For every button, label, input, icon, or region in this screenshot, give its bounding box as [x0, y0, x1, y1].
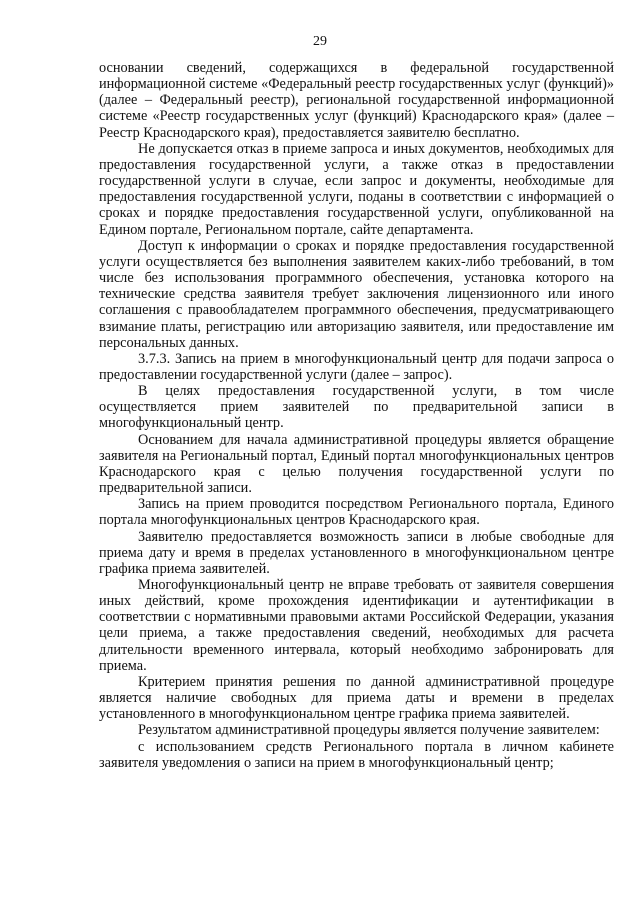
paragraph: 3.7.3. Запись на прием в многофункциональный центр для подачи запроса о предоставлении государственной услуги (далее – запрос).	[99, 350, 614, 383]
paragraph: Многофункциональный центр не вправе требовать от заявителя совершения иных действий, кроме прохождения идентификации и аутентификации в соответствии с нормативными правовыми актами Российской Федерации, указания цели приема, а также предоставления сведений, необходимых для расчета длительности временного интервала, который необходимо забронировать для приема.	[99, 577, 614, 674]
paragraph: Не допускается отказ в приеме запроса и иных документов, необходимых для предоставления государственной услуги, а также отказ в предоставлении государственной услуги в случае, если запрос и документы, необходимые для предоставления государственной услуги, поданы в соответствии с информацией о сроках и порядке предоставления государственной услуги, опубликованной на Едином портале, Региональном портале, сайте департамента.	[99, 140, 614, 238]
paragraph: Запись на прием проводится посредством Регионального портала, Единого портала многофункциональных центров Краснодарского края.	[99, 496, 614, 529]
paragraph: Результатом административной процедуры является получение заявителем:	[138, 722, 600, 739]
paragraph: В целях предоставления государственной услуги, в том числе осуществляется прием заявителей по предварительной записи в многофункциональный центр.	[99, 383, 614, 432]
paragraph: Основанием для начала административной процедуры является обращение заявителя на Региональный портал, Единый портал многофункциональных центров Краснодарского края с целью получения государственной услуги по предварительной записи.	[99, 431, 614, 497]
paragraph: основании сведений, содержащихся в федеральной государственной информационной системе «Федеральный реестр государственных услуг (функций)» (далее – Федеральный реестр), региональной государственной информационной системе «Реестр государственных услуг (функций) Краснодарского края» (далее – Реестр Краснодарского края), предоставляется заявителю бесплатно.	[99, 60, 614, 141]
page-number: 29	[313, 34, 327, 49]
paragraph: Доступ к информации о сроках и порядке предоставления государственной услуги осуществляется без выполнения заявителем каких-либо требований, в том числе без использования программного обеспечения, установка которого на технические средства заявителя требует заключения лицензионного или иного соглашения с правообладателем программного обеспечения, предусматривающего взимание платы, регистрацию или авторизацию заявителя, или предоставление им персональных данных.	[99, 237, 614, 351]
paragraph: с использованием средств Регионального портала в личном кабинете заявителя уведомления о записи на прием в многофункциональный центр;	[99, 738, 614, 771]
paragraph: Критерием принятия решения по данной административной процедуре является наличие свободных для приема даты и времени в пределах установленного в многофункциональном центре графика приема заявителей.	[99, 673, 614, 723]
paragraph: Заявителю предоставляется возможность записи в любые свободные для приема дату и время в пределах установленного в многофункциональном центре графика приема заявителей.	[99, 528, 614, 577]
document-body	[99, 60, 614, 771]
